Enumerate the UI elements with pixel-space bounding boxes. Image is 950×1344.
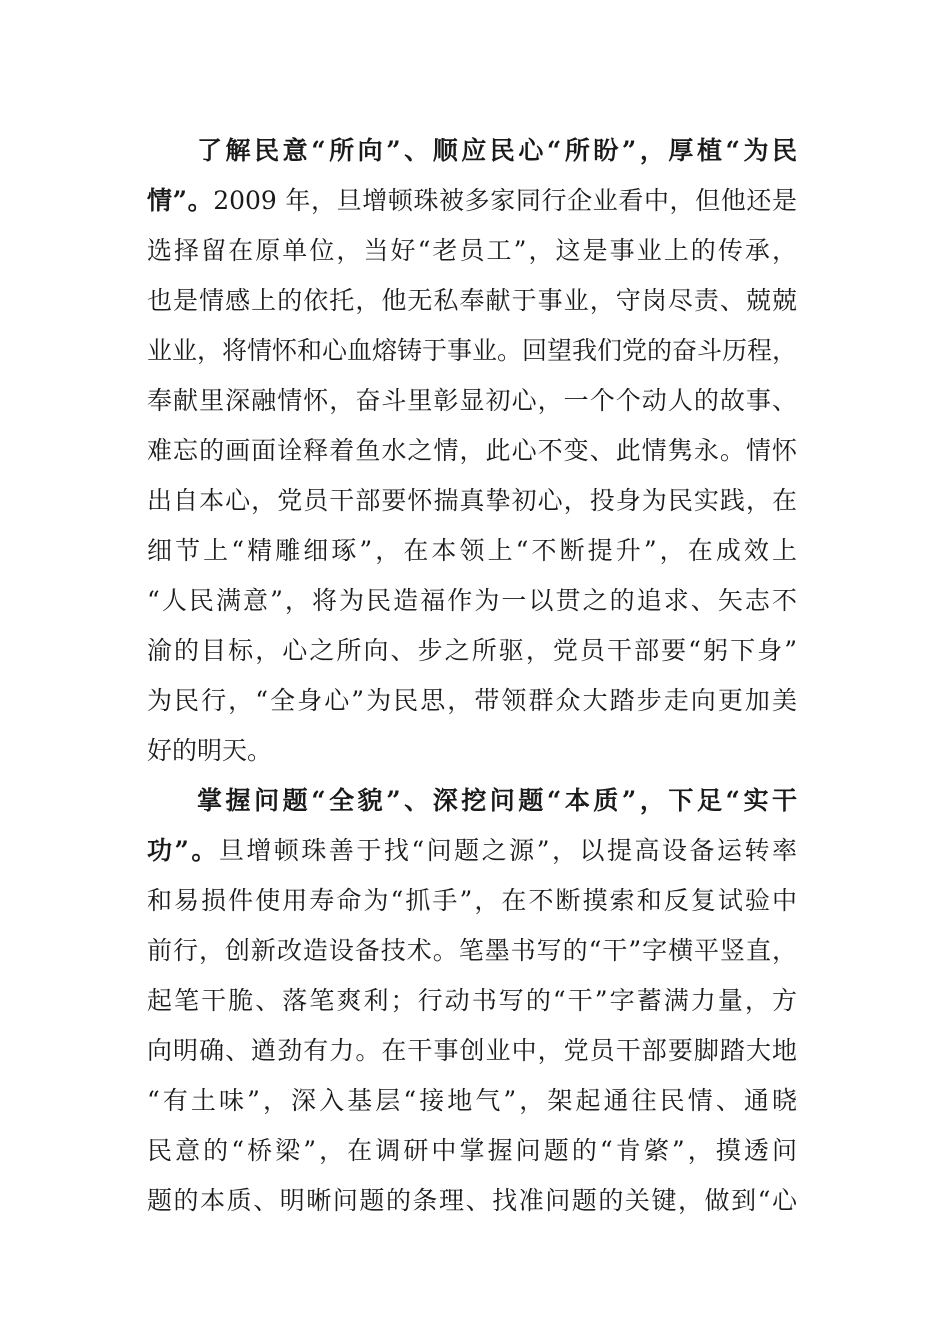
- line-text: 好的明天。: [147, 736, 273, 765]
- line-text: “人民满意”，将为民造福作为一以贯之的追求、矢志不: [147, 586, 797, 615]
- paragraph-line: [147, 326, 797, 376]
- paragraph-line: [147, 1076, 797, 1126]
- paragraph-line: [147, 876, 797, 926]
- paragraph-heading: 情”。: [147, 186, 214, 215]
- line-text: 为民行，“全身心”为民思，带领群众大踏步走向更加美: [147, 686, 797, 715]
- line-text: 向明确、遒劲有力。在干事创业中，党员干部要脚踏大地: [147, 1036, 797, 1065]
- line-text: 选择留在原单位，当好“老员工”，这是事业上的传承，: [147, 236, 797, 265]
- line-text: 业业，将情怀和心血熔铸于事业。回望我们党的奋斗历程，: [147, 336, 798, 365]
- line-text: 细节上“精雕细琢”，在本领上“不断提升”，在成效上: [147, 536, 797, 565]
- paragraph-line: [147, 526, 797, 576]
- line-text: 起笔干脆、落笔爽利；行动书写的“干”字蓄满力量，方: [147, 986, 797, 1015]
- line-text: 也是情感上的依托，他无私奉献于事业，守岗尽责、兢兢: [147, 286, 797, 315]
- paragraph-line: [147, 976, 797, 1026]
- paragraph-heading: 了解民意“所向”、顺应民心“所盼”，厚植“为民: [197, 136, 797, 165]
- paragraph-line: [147, 276, 797, 326]
- paragraph-line: [147, 576, 797, 626]
- paragraph-line: [147, 176, 797, 226]
- paragraph-line: [147, 826, 797, 876]
- line-text: 题的本质、明晰问题的条理、找准问题的关键，做到“心: [147, 1186, 797, 1215]
- line-text: 旦增顿珠善于找“问题之源”，以提高设备运转率: [218, 836, 797, 865]
- line-text: 2009 年，旦增顿珠被多家同行企业看中，但他还是: [213, 186, 797, 215]
- line-text: 民意的“桥梁”，在调研中掌握问题的“肯綮”，摸透问: [147, 1136, 797, 1165]
- paragraph-heading: 掌握问题“全貌”、深挖问题“本质”，下足“实干: [197, 786, 797, 815]
- paragraph-line: [147, 726, 797, 776]
- line-text: 出自本心，党员干部要怀揣真挚初心，投身为民实践，在: [147, 486, 797, 515]
- paragraph-line: [147, 926, 797, 976]
- paragraph-line: [147, 376, 797, 426]
- line-text: 渝的目标，心之所向、步之所驱，党员干部要“躬下身”: [147, 636, 797, 665]
- paragraph-line: [147, 476, 797, 526]
- line-text: 难忘的画面诠释着鱼水之情，此心不变、此情隽永。情怀: [147, 436, 797, 465]
- paragraph-heading: 功”。: [147, 836, 219, 865]
- paragraph-line: [147, 1126, 797, 1176]
- paragraph-line: [147, 626, 797, 676]
- line-text: 奉献里深融情怀，奋斗里彰显初心，一个个动人的故事、: [147, 386, 797, 415]
- paragraph-line: [147, 776, 797, 826]
- paragraph-1: [147, 126, 797, 776]
- line-text: “有土味”，深入基层“接地气”，架起通往民情、通晓: [147, 1086, 797, 1115]
- line-text: 前行，创新改造设备技术。笔墨书写的“干”字横平竖直，: [147, 936, 797, 965]
- document-body: [147, 126, 797, 1226]
- paragraph-line: [147, 426, 797, 476]
- paragraph-line: [147, 226, 797, 276]
- paragraph-line: [147, 1026, 797, 1076]
- paragraph-line: [147, 126, 797, 176]
- paragraph-line: [147, 676, 797, 726]
- line-text: 和易损件使用寿命为“抓手”，在不断摸索和反复试验中: [147, 886, 797, 915]
- paragraph-2: [147, 776, 797, 1226]
- paragraph-line: [147, 1176, 797, 1226]
